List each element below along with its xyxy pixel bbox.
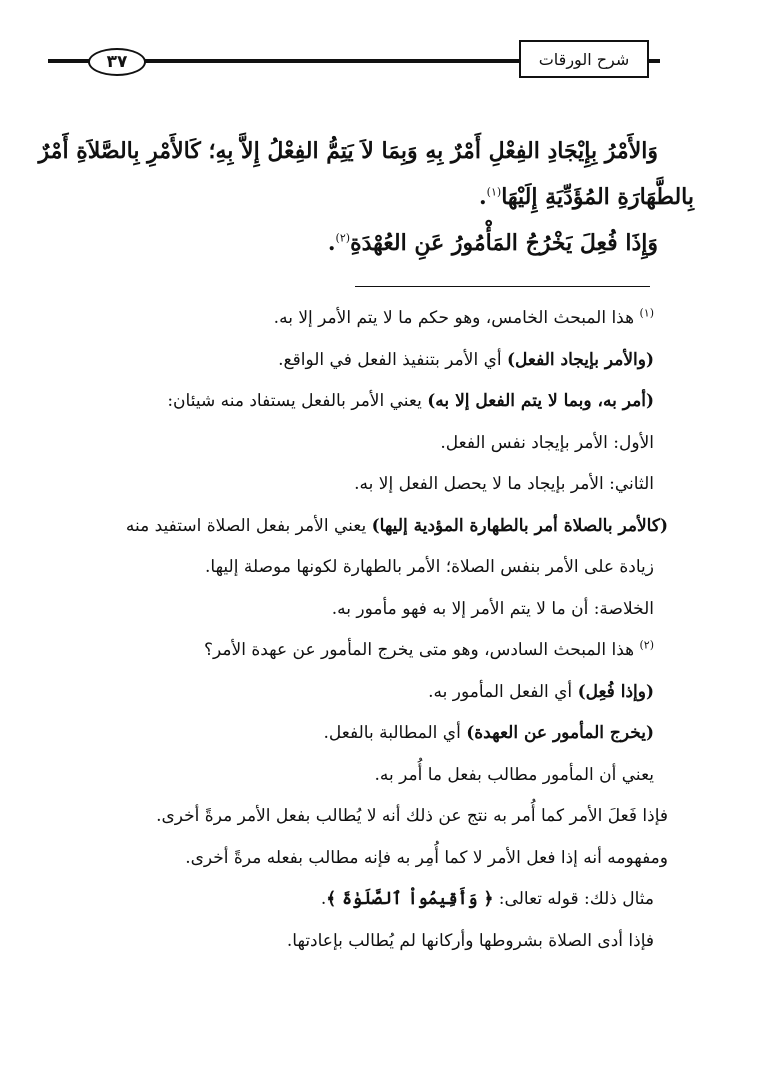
note-line (44, 796, 668, 838)
note-line (44, 672, 654, 714)
note-line (44, 921, 654, 963)
footnotes (44, 298, 668, 962)
note-line (44, 630, 654, 672)
note-quote: (كالأمر بالصلاة أمر بالطهارة المؤدية إليها) (371, 515, 668, 536)
note-text: زيادة على الأمر بنفس الصلاة؛ الأمر بالطهارة لكونها موصلة إليها. (205, 557, 654, 577)
main-line-1: وَالأَمْرُ بِإِيْجَادِ الفِعْلِ أَمْرٌ بِهِ وَبِمَا لاَ يَتِمُّ الفِعْلُ إِلاَّ بِهِ؛ كَالأَمْرِ بِالصَّلاَةِ أَمْرٌ (38, 138, 658, 164)
note-text: يعني الأمر بفعل الصلاة استفيد منه (125, 515, 372, 536)
note-text: أي الفعل المأمور به. (428, 681, 578, 702)
note-line (44, 340, 654, 382)
note-text: مثال ذلك: قوله تعالى: (493, 889, 654, 909)
note-line (44, 464, 654, 506)
note-line (44, 879, 654, 921)
note-text: يعني الأمر بالفعل يستفاد منه شيئان: (167, 391, 428, 411)
main-line-2-text: بِالطَّهَارَةِ المُؤَدِّيَةِ إِلَيْهَا (501, 184, 694, 210)
note-ref: (٢) (639, 638, 654, 652)
main-text (38, 128, 694, 266)
note-line (44, 506, 668, 548)
note-text: هذا المبحث الخامس، وهو حكم ما لا يتم الأمر إلا به. (273, 308, 640, 328)
note-text: . (320, 889, 327, 909)
footnote-ref-2: (٢) (335, 231, 351, 245)
note-line (44, 423, 654, 465)
note-text: الخلاصة: أن ما لا يتم الأمر إلا به فهو مأمور به. (331, 598, 654, 619)
footnote-ref-1: (١) (486, 185, 502, 199)
note-quote: (يخرج المأمور عن العهدة) (466, 723, 654, 743)
note-text: ومفهومه أنه إذا فعل الأمر لا كما أُمِر به فإنه مطالب بفعله مرةً أخرى. (185, 847, 668, 868)
note-quote: (أمر به، وبما لا يتم الفعل إلا به) (427, 391, 654, 411)
note-line (44, 298, 654, 340)
note-line (44, 547, 654, 589)
main-line-2-end: . (479, 184, 487, 210)
header-rule-middle (140, 59, 520, 63)
note-text: أي الأمر بتنفيذ الفعل في الواقع. (278, 349, 508, 370)
note-text: فإذا فَعلَ الأمر كما أُمر به نتج عن ذلك أنه لا يُطالب بفعل الأمر مرةً أخرى. (156, 806, 668, 826)
note-line (44, 755, 654, 797)
footnote-divider (355, 286, 650, 287)
header-rule-left (48, 59, 90, 63)
note-text: الأول: الأمر بإيجاد نفس الفعل. (440, 432, 654, 453)
main-line-2 (44, 174, 694, 220)
note-line (44, 589, 654, 631)
quran-verse: ﴿ وَأَقِيمُواْ ٱلصَّلَوٰةَ ﴾ (326, 889, 494, 909)
note-text: فإذا أدى الصلاة بشروطها وأركانها لم يُطالب بإعادتها. (286, 930, 654, 951)
note-text: يعني أن المأمور مطالب بفعل ما أُمر به. (374, 764, 654, 785)
main-line-3-end: . (327, 230, 336, 256)
note-quote: (وإذا فُعِل) (577, 681, 654, 702)
note-quote: (والأمر بإيجاد الفعل) (507, 349, 654, 370)
book-title: شرح الورقات (519, 40, 649, 78)
note-text: أي المطالبة بالفعل. (323, 723, 467, 743)
note-ref: (١) (639, 306, 654, 320)
note-text: الثاني: الأمر بإيجاد ما لا يحصل الفعل إلا به. (354, 474, 654, 494)
note-text: هذا المبحث السادس، وهو متى يخرج المأمور عن عهدة الأمر؟ (204, 640, 640, 660)
main-line-3-text: وَإِذَا فُعِلَ يَخْرُجُ المَأْمُورُ عَنِ العُهْدَةِ (350, 230, 658, 256)
main-line-3 (44, 220, 694, 266)
note-line (44, 713, 654, 755)
note-line (44, 838, 668, 880)
note-line (44, 381, 654, 423)
page-number: ٣٧ (88, 48, 146, 76)
